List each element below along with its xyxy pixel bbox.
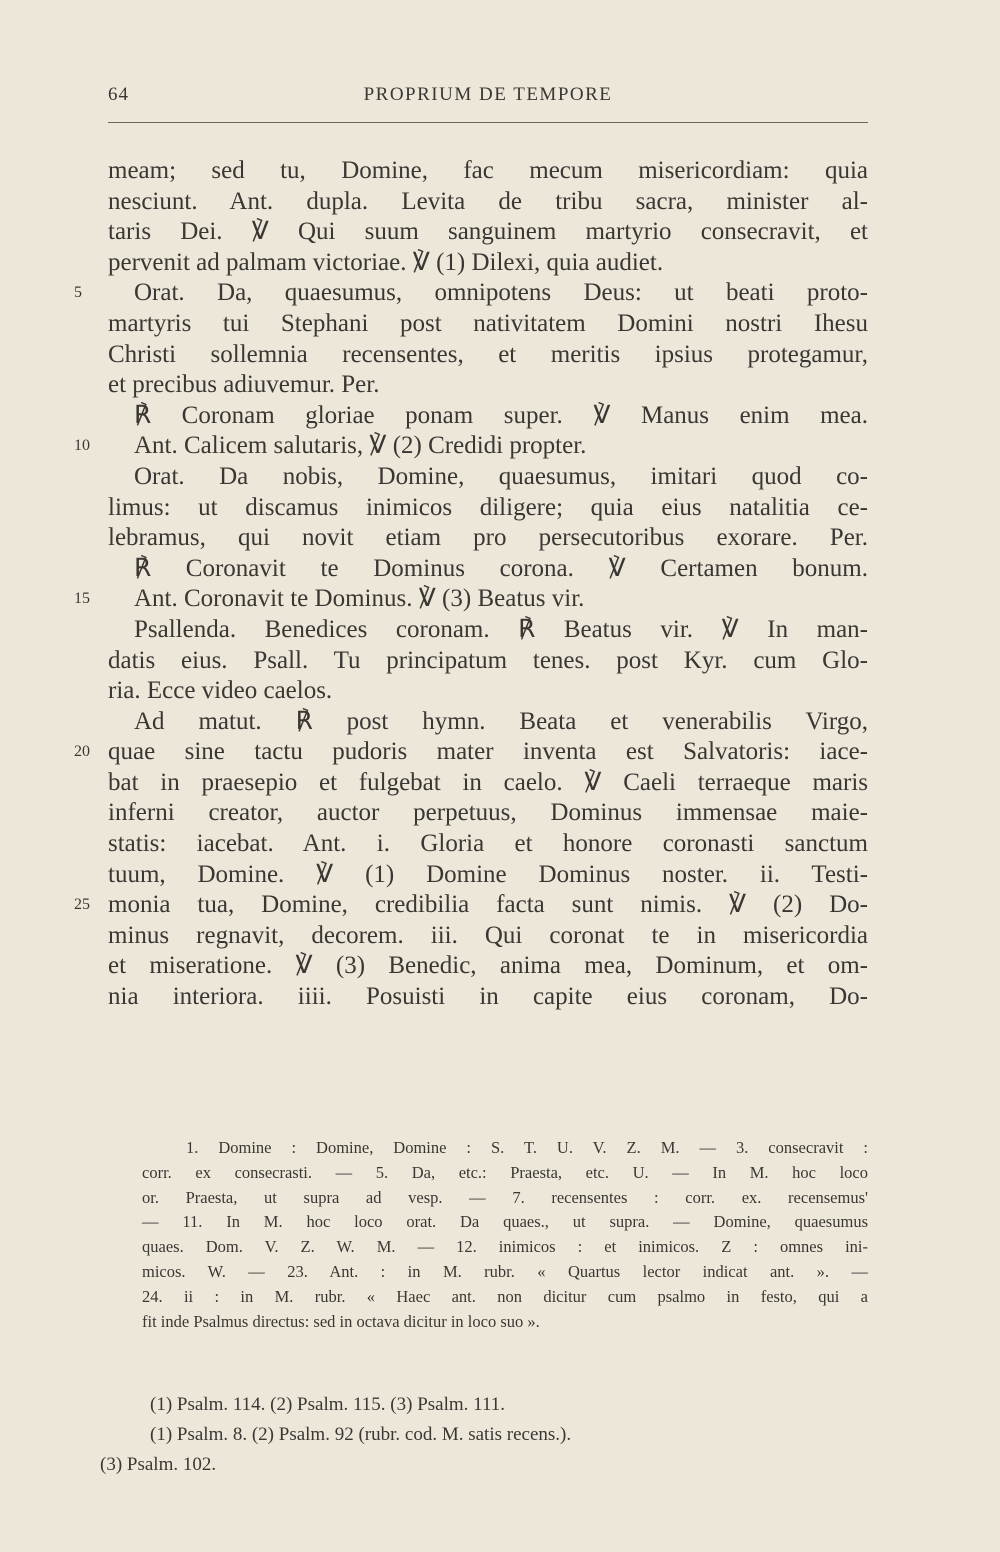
text-line [108,615,868,646]
line-text: Orat. Da, quaesumus, omnipotens Deus: ut beati proto- [134,279,868,307]
text-line [108,921,868,952]
line-text: nia interiora. iiii. Posuisti in capite eius coronam, Do- [108,983,868,1011]
line-number: 10 [74,437,90,455]
text-line [108,187,868,218]
line-text: tuum, Domine. ℣ (1) Domine Dominus noster. ii. Testi- [108,860,868,888]
line-text: ℟ Coronam gloriae ponam super. ℣ Manus enim mea. [134,401,868,429]
line-number: 25 [74,896,90,914]
text-line [108,982,868,1013]
text-line [108,462,868,493]
text-line [108,676,868,707]
footnote-line: 24. ii : in M. rubr. « Haec ant. non dicitur cum psalmo in festo, qui a [142,1286,868,1306]
footnote-line: corr. ex consecrasti. — 5. Da, etc.: Praesta, etc. U. — In M. hoc loco [142,1162,868,1182]
line-text: ria. Ecce video caelos. [108,677,333,705]
header-rule [108,122,868,123]
line-text: Orat. Da nobis, Domine, quaesumus, imitari quod co- [134,462,868,490]
reference-line: (1) Psalm. 114. (2) Psalm. 115. (3) Psalm. 111. [150,1394,505,1415]
text-line [108,248,868,279]
line-text: Christi sollemnia recensentes, et meritis ipsius protegamur, [108,340,868,368]
text-line [74,278,868,309]
line-text: monia tua, Domine, credibilia facta sunt nimis. ℣ (2) Do- [108,891,868,919]
line-text: Ad matut. ℟ post hymn. Beata et venerabilis Virgo, [134,707,868,735]
line-number: 5 [74,284,82,302]
footnote-line: — 11. In M. hoc loco orat. Da quaes., ut supra. — Domine, quaesumus [142,1212,868,1232]
text-line [74,890,868,921]
line-text: datis eius. Psall. Tu principatum tenes. post Kyr. cum Glo- [108,646,868,674]
line-text: Ant. Calicem salutaris, ℣ (2) Credidi propter. [134,432,587,460]
text-line [108,860,868,891]
text-line [108,493,868,524]
text-line [74,431,868,462]
line-text: lebramus, qui novit etiam pro persecutoribus exorare. Per. [108,524,868,552]
line-text: martyris tui Stephani post nativitatem Domini nostri Ihesu [108,309,868,337]
line-text: Ant. Coronavit te Dominus. ℣ (3) Beatus vir. [134,585,585,613]
line-text: minus regnavit, decorem. iii. Qui coronat te in misericordia [108,921,868,949]
text-line [108,798,868,829]
line-text: et miseratione. ℣ (3) Benedic, anima mea, Dominum, et om- [108,952,868,980]
page-header [108,84,868,114]
text-line [108,707,868,738]
line-text: quae sine tactu pudoris mater inventa est Salvatoris: iace- [108,738,868,766]
critical-apparatus [142,1136,868,1334]
footnote-line: fit inde Psalmus directus: sed in octava dicitur in loco suo ». [142,1311,540,1331]
text-line [108,340,868,371]
line-text: et precibus adiuvemur. Per. [108,371,380,399]
text-line [108,829,868,860]
text-line [108,523,868,554]
line-number: 20 [74,743,90,761]
line-text: pervenit ad palmam victoriae. ℣ (1) Dilexi, quia audiet. [108,248,664,276]
psalm-references [100,1390,870,1480]
line-text: ℟ Coronavit te Dominus corona. ℣ Certamen bonum. [134,554,868,582]
text-line [74,737,868,768]
line-text: inferni creator, auctor perpetuus, Dominus immensae maie- [108,799,868,827]
footnote-line: micos. W. — 23. Ant. : in M. rubr. « Quartus lector indicat ant. ». — [142,1261,868,1281]
line-text: nesciunt. Ant. dupla. Levita de tribu sacra, minister al- [108,187,868,215]
text-line [108,646,868,677]
reference-line: (3) Psalm. 102. [100,1454,217,1475]
text-line [108,554,868,585]
line-text: Psallenda. Benedices coronam. ℟ Beatus vir. ℣ In man- [134,615,868,643]
text-line [108,156,868,187]
text-line [108,309,868,340]
text-line [108,401,868,432]
text-line [108,217,868,248]
running-head: PROPRIUM DE TEMPORE [363,84,613,105]
line-text: taris Dei. ℣ Qui suum sanguinem martyrio consecravit, et [108,218,868,246]
text-line [74,584,868,615]
text-line [108,768,868,799]
footnote-line: or. Praesta, ut supra ad vesp. — 7. recensentes : corr. ex. recensemus' [142,1187,868,1207]
main-text [74,156,868,1013]
reference-line: (1) Psalm. 8. (2) Psalm. 92 (rubr. cod. M. satis recens.). [150,1424,572,1445]
line-number: 15 [74,590,90,608]
text-line [108,951,868,982]
line-text: meam; sed tu, Domine, fac mecum misericordiam: quia [108,157,868,184]
line-text: statis: iacebat. Ant. i. Gloria et honore coronasti sanctum [108,830,868,858]
page-number: 64 [108,84,129,105]
line-text: bat in praesepio et fulgebat in caelo. ℣ Caeli terraeque maris [108,768,868,796]
text-line [108,370,868,401]
footnote-line: 1. Domine : Domine, Domine : S. T. U. V. Z. M. — 3. consecravit : [186,1138,868,1157]
footnote-line: quaes. Dom. V. Z. W. M. — 12. inimicos : et inimicos. Z : omnes ini- [142,1237,868,1257]
line-text: limus: ut discamus inimicos diligere; quia eius natalitia ce- [108,493,868,521]
